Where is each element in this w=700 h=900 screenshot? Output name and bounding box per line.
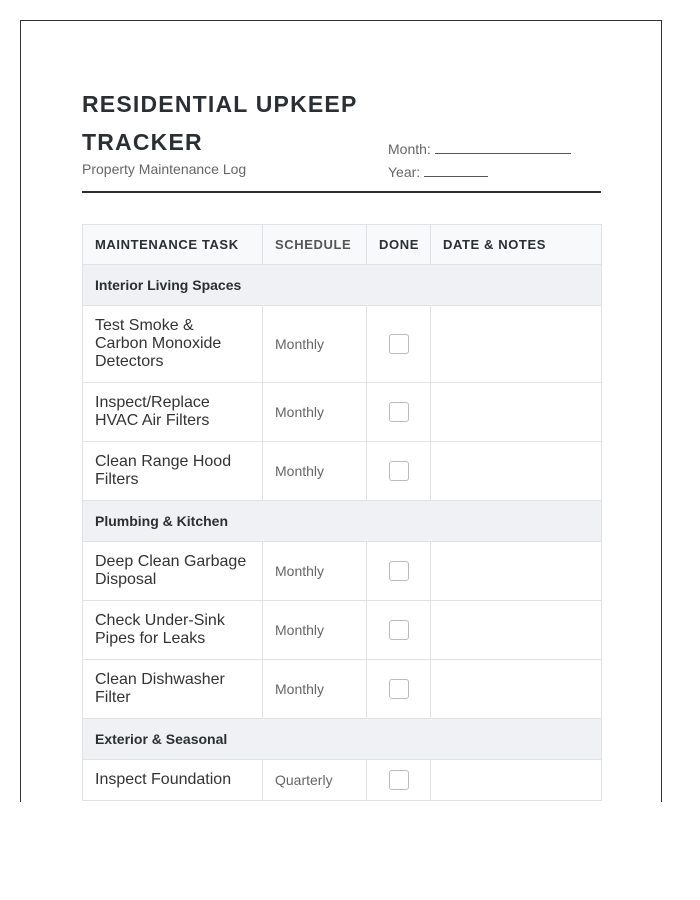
task-schedule: Monthly [263,601,367,660]
notes-field[interactable] [431,601,602,660]
notes-field[interactable] [431,760,602,801]
done-cell [367,542,431,601]
done-checkbox[interactable] [389,402,409,422]
done-cell [367,306,431,383]
page-title: RESIDENTIAL UPKEEP TRACKER [82,91,358,155]
task-name: Inspect Foundation [83,760,263,801]
task-schedule: Monthly [263,542,367,601]
header-divider [82,191,601,193]
column-header-task: MAINTENANCE TASK [83,225,263,265]
section-title: Interior Living Spaces [83,265,602,306]
notes-field[interactable] [431,542,602,601]
section-title: Exterior & Seasonal [83,719,602,760]
section-row [83,265,602,306]
notes-field[interactable] [431,660,602,719]
notes-field[interactable] [431,442,602,501]
done-cell [367,383,431,442]
task-schedule: Monthly [263,306,367,383]
done-checkbox[interactable] [389,770,409,790]
task-schedule: Monthly [263,442,367,501]
done-cell [367,601,431,660]
task-schedule: Monthly [263,660,367,719]
year-label: Year: [388,164,421,180]
done-checkbox[interactable] [389,561,409,581]
done-checkbox[interactable] [389,620,409,640]
done-checkbox[interactable] [389,679,409,699]
table-row [83,442,602,501]
month-field[interactable] [435,140,571,154]
column-header-notes: DATE & NOTES [431,225,602,265]
table-row [83,383,602,442]
table-header-row [83,225,602,265]
maintenance-table [82,224,602,801]
notes-field[interactable] [431,383,602,442]
table-row [83,660,602,719]
month-label: Month: [388,141,431,157]
done-checkbox[interactable] [389,461,409,481]
period-fields [388,138,571,184]
task-name: Clean Dishwasher Filter [83,660,263,719]
task-name: Deep Clean Garbage Disposal [83,542,263,601]
task-name: Inspect/Replace HVAC Air Filters [83,383,263,442]
year-field[interactable] [424,163,488,177]
notes-field[interactable] [431,306,602,383]
done-cell [367,442,431,501]
tracker-page [20,20,662,802]
done-cell [367,660,431,719]
table-row [83,542,602,601]
task-name: Test Smoke & Carbon Monoxide Detectors [83,306,263,383]
task-schedule: Monthly [263,383,367,442]
page-subtitle: Property Maintenance Log [82,161,247,177]
column-header-done: DONE [367,225,431,265]
table-row [83,601,602,660]
done-cell [367,760,431,801]
table-row [83,760,602,801]
done-checkbox[interactable] [389,334,409,354]
task-name: Check Under-Sink Pipes for Leaks [83,601,263,660]
section-row [83,501,602,542]
section-row [83,719,602,760]
section-title: Plumbing & Kitchen [83,501,602,542]
task-schedule: Quarterly [263,760,367,801]
table-row [83,306,602,383]
task-name: Clean Range Hood Filters [83,442,263,501]
column-header-schedule: SCHEDULE [263,225,367,265]
